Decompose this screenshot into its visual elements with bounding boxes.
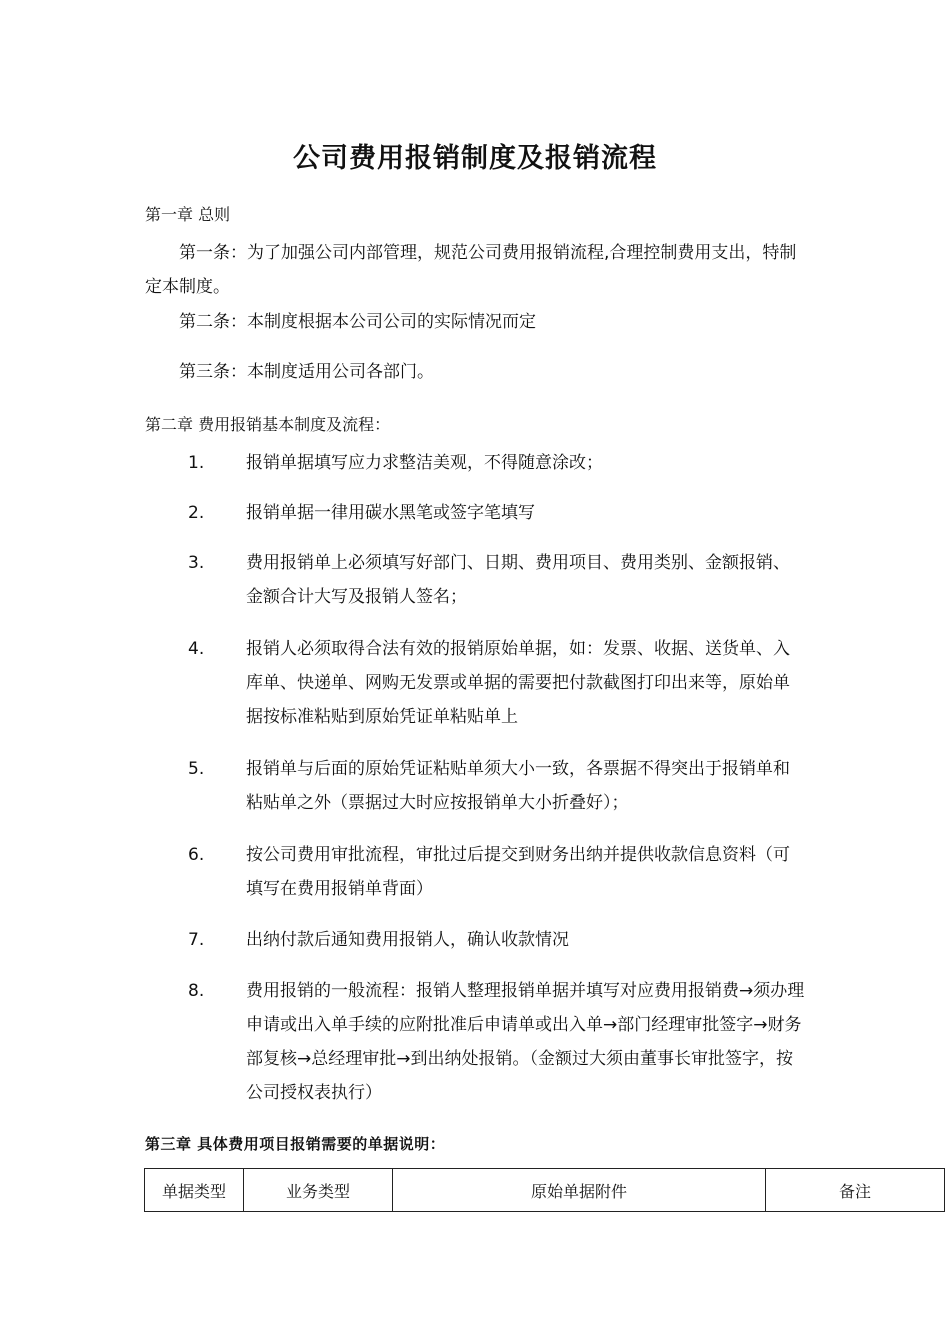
list-item-number: 6.	[188, 845, 205, 865]
chapter-2-heading: 第二章 费用报销基本制度及流程：	[145, 415, 391, 434]
chapter-3-heading: 第三章 具体费用项目报销需要的单据说明：	[145, 1135, 446, 1153]
list-item-number: 1.	[188, 453, 205, 473]
list-item-text: 报销单据一律用碳水黑笔或签字笔填写	[246, 503, 535, 523]
list-item-text: 报销人必须取得合法有效的报销原始单据，如：发票、收据、送货单、入库单、快递单、网购无发票或单据的需要把付款截图打印出来等，原始单据按标准粘贴到原始凭证单粘贴单上	[246, 639, 790, 727]
table-header-cell: 单据类型	[145, 1169, 244, 1212]
list-item-number: 3.	[188, 553, 205, 573]
article-2: 第二条：本制度根据本公司公司的实际情况而定	[179, 312, 536, 332]
article-3: 第三条：本制度适用公司各部门。	[179, 362, 434, 382]
list-item-text: 报销单与后面的原始凭证粘贴单须大小一致，各票据不得突出于报销单和粘贴单之外（票据过大时应按报销单大小折叠好）；	[246, 759, 790, 813]
article-1: 第一条：为了加强公司内部管理，规范公司费用报销流程,合理控制费用支出，特制定本制度。	[145, 243, 797, 297]
list-item-number: 5.	[188, 759, 205, 779]
list-item-text: 按公司费用审批流程，审批过后提交到财务出纳并提供收款信息资料（可填写在费用报销单背面）	[246, 845, 790, 899]
document-table	[144, 1168, 945, 1212]
list-item-number: 7.	[188, 930, 205, 950]
chapter-1-heading: 第一章 总则	[145, 205, 231, 224]
table-header-cell: 业务类型	[244, 1169, 393, 1212]
document-title: 公司费用报销制度及报销流程	[293, 143, 657, 174]
list-item-text: 费用报销的一般流程：报销人整理报销单据并填写对应费用报销费→须办理申请或出入单手续的应附批准后申请单或出入单→部门经理审批签字→财务部复核→总经理审批→到出纳处报销。（金额过大须由董事长审批签字，按公司授权表执行）	[246, 981, 805, 1103]
list-item-text: 费用报销单上必须填写好部门、日期、费用项目、费用类别、金额报销、金额合计大写及报销人签名；	[246, 553, 790, 607]
list-item-text: 报销单据填写应力求整洁美观，不得随意涂改；	[246, 453, 603, 473]
list-item-text: 出纳付款后通知费用报销人，确认收款情况	[246, 930, 569, 950]
table-header-cell: 备注	[766, 1169, 945, 1212]
list-item-number: 2.	[188, 503, 205, 523]
list-item-number: 4.	[188, 639, 205, 659]
table-header-cell: 原始单据附件	[393, 1169, 766, 1212]
table-header-row	[145, 1169, 945, 1212]
list-item-number: 8.	[188, 981, 205, 1001]
